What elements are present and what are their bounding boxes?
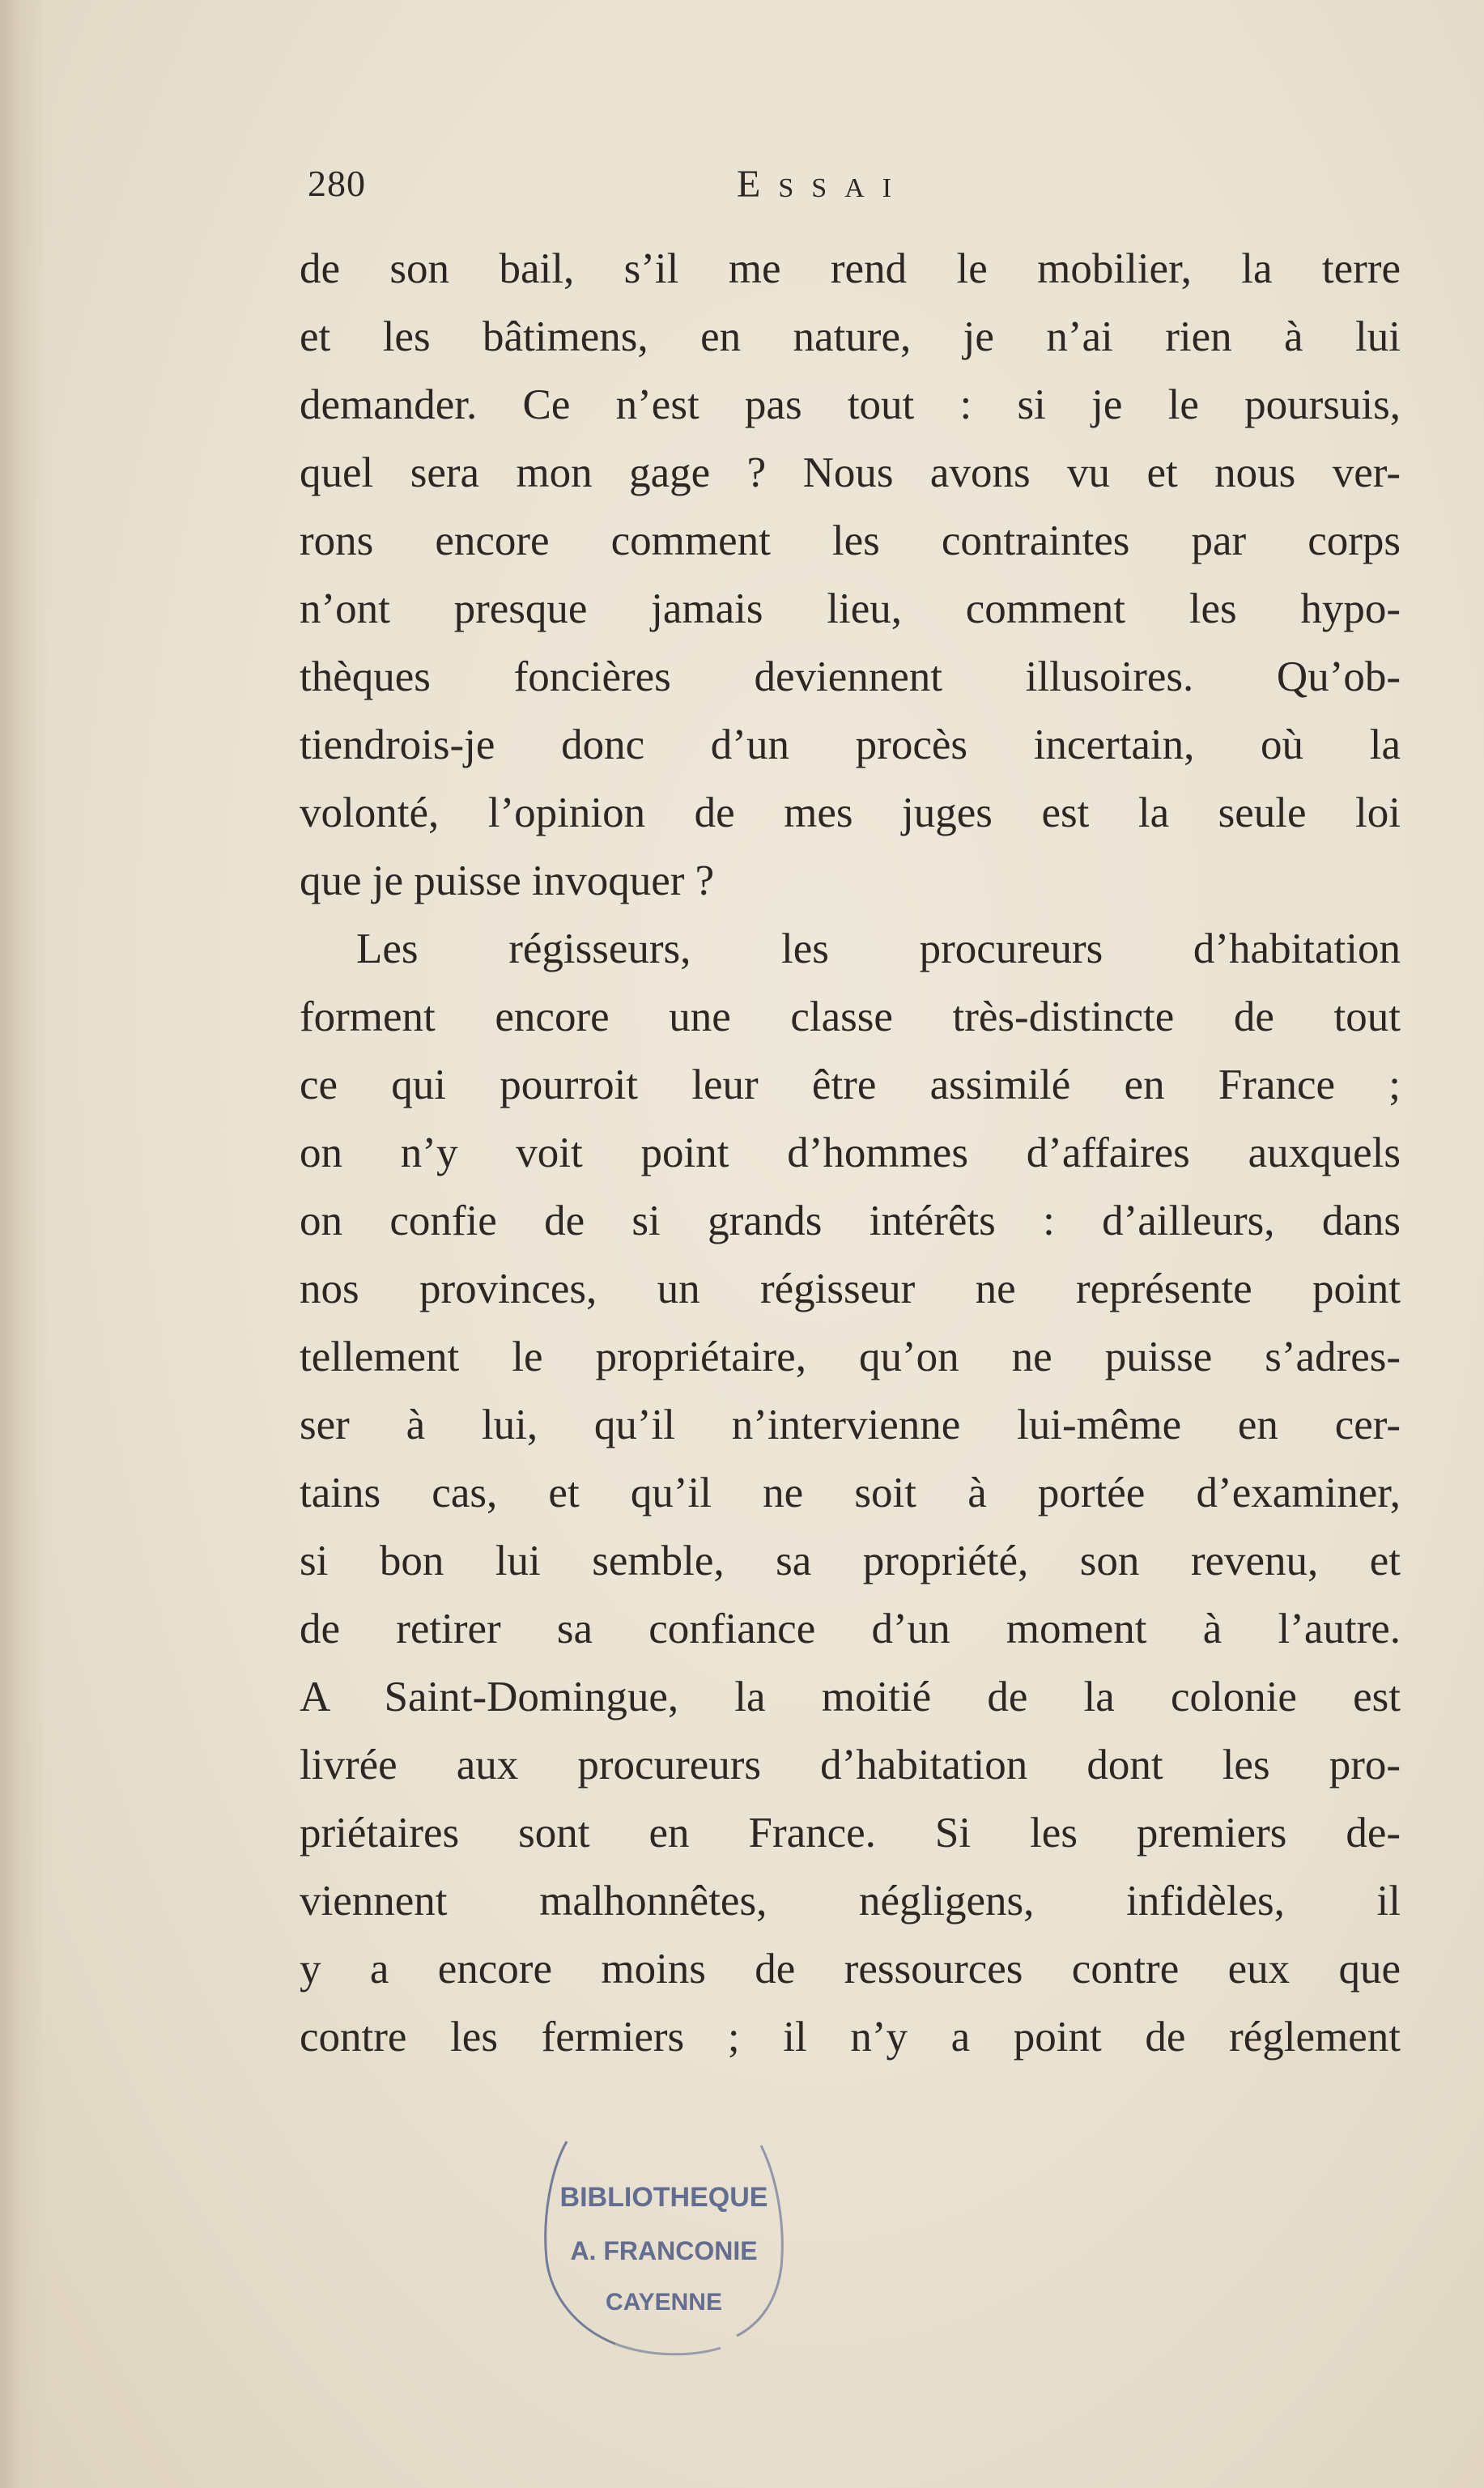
page-header <box>308 162 1393 219</box>
text-line: tiendrois-je donc d’un procès incertain, où la <box>300 721 1401 768</box>
stamp-text-line: A. FRANCONIE <box>570 2236 758 2265</box>
text-line: demander. Ce n’est pas tout : si je le poursuis, <box>300 381 1401 428</box>
stamp-text-line: CAYENNE <box>606 2289 722 2316</box>
text-line: tains cas, et qu’il ne soit à portée d’examiner, <box>300 1469 1401 1516</box>
text-line: tellement le propriétaire, qu’on ne puisse s’adres- <box>300 1333 1401 1380</box>
text-line: de retirer sa confiance d’un moment à l’autre. <box>300 1606 1401 1652</box>
text-line: nos provinces, un régisseur ne représente point <box>300 1265 1401 1312</box>
text-line: rons encore comment les contraintes par corps <box>300 517 1401 564</box>
text-line: ce qui pourroit leur être assimilé en France ; <box>300 1061 1401 1108</box>
text-line: A Saint-Domingue, la moitié de la colonie est <box>300 1674 1401 1720</box>
paragraph-start-line: Les régisseurs, les procureurs d’habitation <box>356 925 1401 972</box>
library-stamp <box>518 2121 826 2364</box>
text-line: n’ont presque jamais lieu, comment les hypo- <box>300 585 1401 632</box>
text-line: livrée aux procureurs d’habitation dont les pro- <box>300 1742 1401 1788</box>
text-line: viennent malhonnêtes, négligens, infidèles, il <box>300 1878 1401 1924</box>
text-line: y a encore moins de ressources contre eux que <box>300 1946 1401 1993</box>
text-line: contre les fermiers ; il n’y a point de réglement <box>300 2014 1401 2061</box>
text-line: on n’y voit point d’hommes d’affaires auxquels <box>300 1129 1401 1176</box>
text-line: de son bail, s’il me rend le mobilier, la terre <box>300 245 1401 292</box>
text-line: forment encore une classe très-distincte de tout <box>300 993 1401 1040</box>
text-line: et les bâtimens, en nature, je n’ai rien à lui <box>300 313 1401 360</box>
page-number: 280 <box>308 163 366 204</box>
text-line: on confie de si grands intérêts : d’ailleurs, dans <box>300 1197 1401 1244</box>
text-line: priétaires sont en France. Si les premiers de- <box>300 1810 1401 1856</box>
running-head: Essai <box>737 163 910 206</box>
text-line: volonté, l’opinion de mes juges est la seule loi <box>300 789 1401 836</box>
text-line: ser à lui, qu’il n’intervienne lui-même en cer- <box>300 1401 1401 1448</box>
text-line: si bon lui semble, sa propriété, son revenu, et <box>300 1537 1401 1584</box>
stamp-text-line: BIBLIOTHEQUE <box>559 2182 768 2213</box>
page-gutter-shadow <box>0 0 49 2488</box>
text-line: quel sera mon gage ? Nous avons vu et nous ver- <box>300 449 1401 496</box>
body-text <box>300 235 1401 2071</box>
text-line: que je puisse invoquer ? <box>300 857 715 904</box>
text-line: thèques foncières deviennent illusoires. Qu’ob- <box>300 653 1401 700</box>
